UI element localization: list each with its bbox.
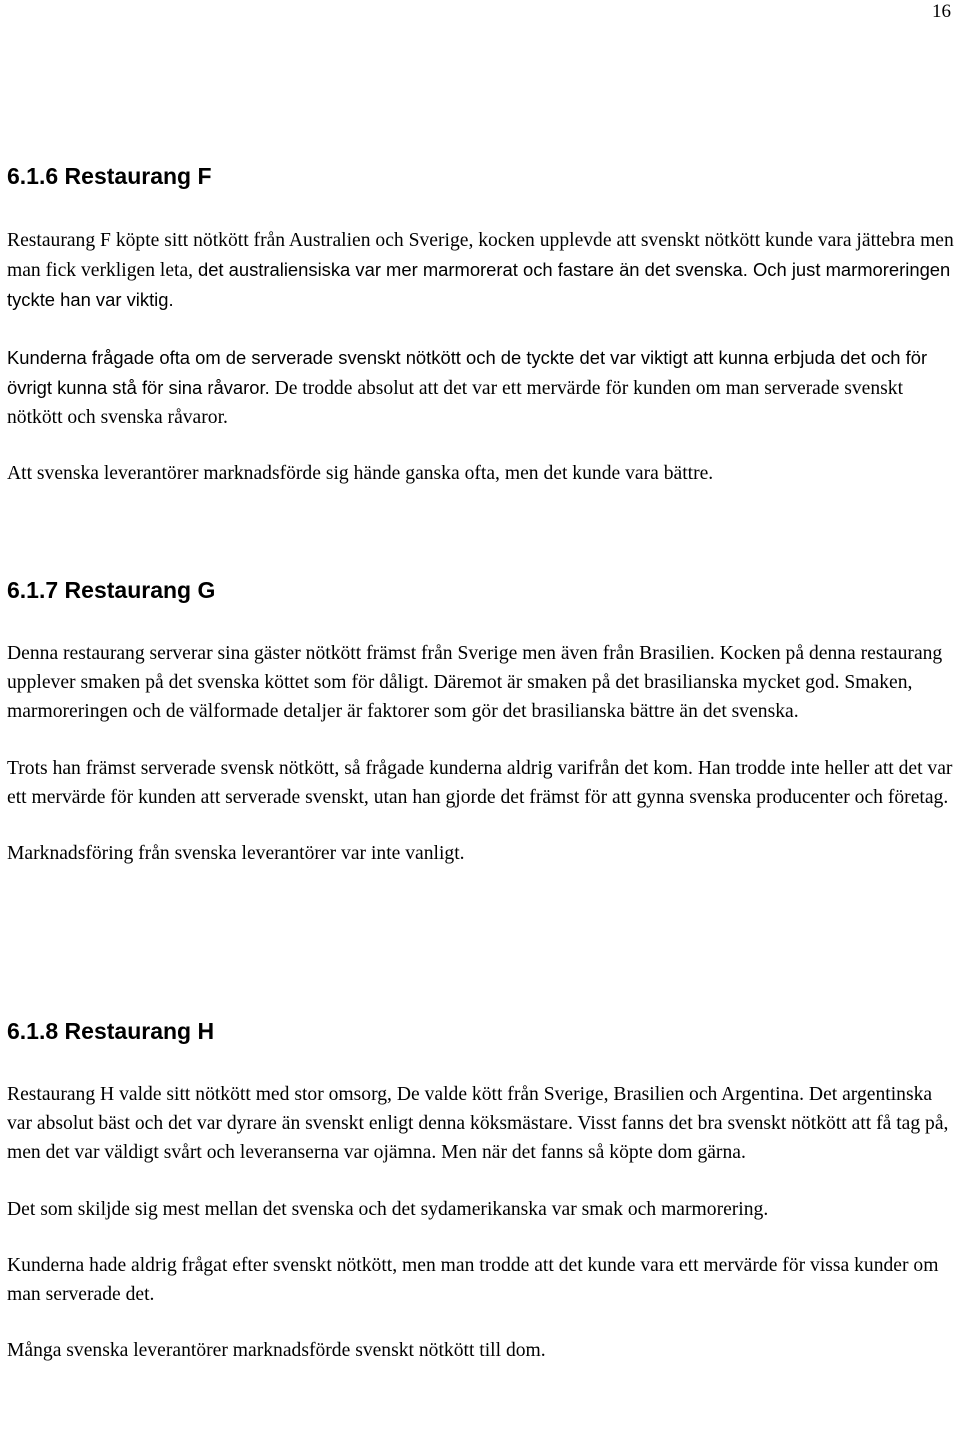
page-number: 16 (932, 1, 951, 22)
section-heading: 6.1.6 Restaurang F (7, 163, 212, 189)
paragraph (7, 226, 959, 316)
paragraph: Marknadsföring från svenska leverantörer var inte vanligt. (7, 843, 465, 865)
paragraph: Denna restaurang serverar sina gäster nötkött främst från Sverige men även från Brasilien. Kocken på denna restaurang upplever smaken på det svenska köttet som för dåligt. Däremot är smaken på det brasilianska mycket god. Smaken, marmoreringen och de välformade detaljer är faktorer som gör det brasilianska bättre än det svenska. (7, 643, 943, 723)
section-restaurang-f (7, 161, 959, 515)
section-restaurang-g (7, 575, 959, 895)
paragraph-text: Restaurang F köpte sitt nötkött från Australien och Sverige, kocken upplevde att svenskt nötkött kunde vara jättebra men man fick verkligen leta, (7, 230, 954, 282)
paragraph-text: Och just marmoreringen tyckte han var viktig. (7, 259, 951, 311)
paragraph (7, 343, 959, 433)
paragraph: Det som skiljde sig mest mellan det svenska och det sydamerikanska var smak och marmorering. (7, 1198, 769, 1220)
section-heading: 6.1.8 Restaurang H (7, 1018, 215, 1044)
section-restaurang-h (7, 1016, 959, 1392)
paragraph-text: Kunderna frågade ofta om de serverade svenskt nötkött och de tyckte det var viktigt att kunna erbjuda det och för övrigt kunna stå för sina råvaror. (7, 346, 928, 398)
paragraph: Många svenska leverantörer marknadsförde svenskt nötkött till dom. (7, 1340, 546, 1362)
section-heading: 6.1.7 Restaurang G (7, 577, 216, 603)
paragraph-text: De trodde absolut att det var ett mervärde för kunden om man serverade svenskt nötkött och svenska råvaror. (7, 377, 904, 429)
paragraph: Restaurang H valde sitt nötkött med stor omsorg, De valde kött från Sverige, Brasilien och Argentina. Det argentinska var absolut bäst och det var dyrare än svenskt enligt denna köksmästare. Visst fanns det bra svenskt nötkött att få tag på, men det var väldigt svårt och leveranserna var ojämna. Men när det fanns så köpte dom gärna. (7, 1084, 949, 1164)
paragraph-text: det australiensiska var mer marmorerat och fastare än det svenska. (197, 259, 748, 281)
paragraph: Trots han främst serverade svensk nötkött, så frågade kunderna aldrig varifrån det kom. Han trodde inte heller att det var ett mervärde för kunden att serverade svenskt, utan han gjorde det främst för att gynna svenska producenter och företag. (7, 757, 953, 808)
paragraph: Att svenska leverantörer marknadsförde sig hände ganska ofta, men det kunde vara bättre. (7, 463, 714, 485)
paragraph: Kunderna hade aldrig frågat efter svenskt nötkött, men man trodde att det kunde vara ett mervärde för vissa kunder om man serverade det. (7, 1254, 939, 1306)
